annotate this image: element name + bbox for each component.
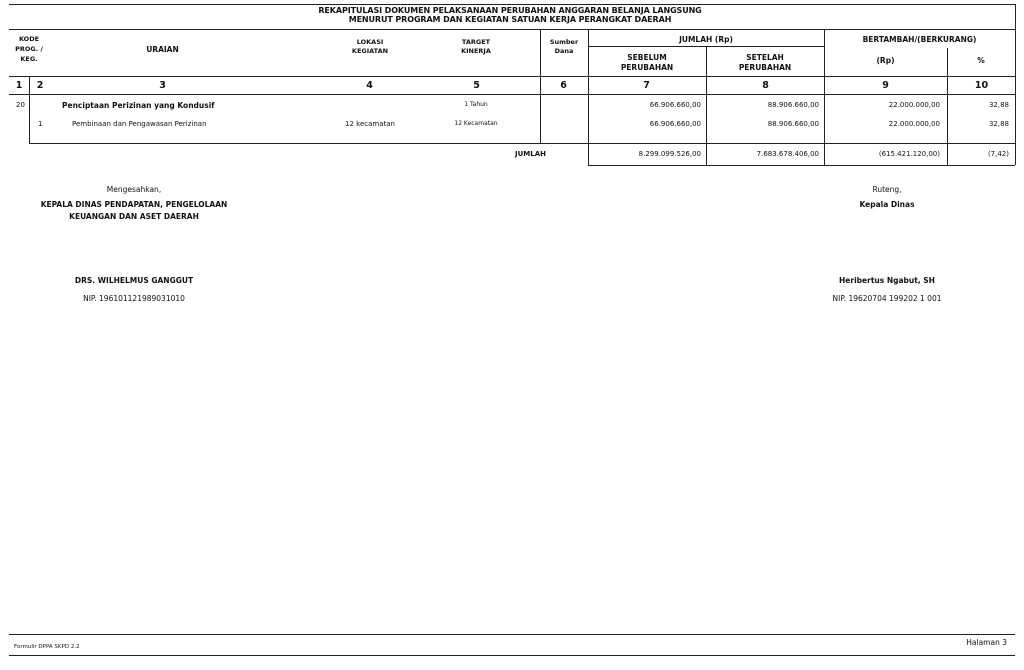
report-title-line1: REKAPITULASI DOKUMEN PELAKSANAAN PERUBAHAN ANGGARAN BELANJA LANGSUNG [318, 6, 702, 15]
header-sumber: Sumber Dana [549, 38, 579, 55]
header-lokasi: LOKASI KEGIATAN [351, 38, 389, 55]
header-pct: % [977, 56, 985, 65]
colnum-7: 7 [643, 80, 650, 91]
total-bottom-line [588, 165, 1015, 166]
row2-lokasi: 12 kecamatan [345, 120, 395, 128]
row2-persen: 32,88 [988, 120, 1009, 128]
row1-selisih: 22.000.000,00 [888, 101, 940, 109]
footer-bottom-line [9, 655, 1015, 656]
sig-left-title-line2: KEUANGAN DAN ASET DAERAH [69, 212, 199, 221]
header-jumlah: JUMLAH (Rp) [679, 35, 733, 44]
colnum-9: 9 [882, 80, 889, 91]
sig-left-name: DRS. WILHELMUS GANGGUT [74, 276, 194, 285]
total-setelah: 7.683.678.406,00 [756, 150, 819, 158]
total-persen: (7,42) [987, 150, 1009, 158]
sig-left-caption: Mengesahkan, [106, 185, 162, 194]
total-selisih: (615.421.120,00) [878, 150, 940, 158]
report-title-line2: MENURUT PROGRAM DAN KEGIATAN SATUAN KERJA PERANGKAT DAERAH [348, 15, 672, 24]
header-sebelum: SEBELUM PERUBAHAN [620, 53, 674, 72]
top-border [9, 4, 1015, 5]
col-divider-jumlah-bertambah [824, 29, 825, 166]
table-row-kegiatan [0, 120, 1024, 130]
sig-right-name: Heribertus Ngabut, SH [839, 276, 935, 285]
sig-right-nip: NIP. 19620704 199202 1 001 [832, 294, 942, 303]
colnum-bottom-line [9, 94, 1015, 95]
row1-target: 1 Tahun [464, 101, 488, 108]
header-bottom-line [9, 76, 1015, 77]
header-kode: KODE PROG. / KEG. [15, 35, 43, 63]
colnum-5: 5 [473, 80, 480, 91]
footer-top-line [9, 634, 1015, 635]
sig-right-caption: Ruteng, [872, 185, 902, 194]
header-rp: (Rp) [876, 56, 895, 65]
sig-left-nip: NIP. 196101121989031010 [83, 294, 185, 303]
header-bertambah: BERTAMBAH/(BERKURANG) [862, 35, 977, 44]
right-border [1015, 4, 1016, 165]
colnum-8: 8 [762, 80, 769, 91]
row2-selisih: 22.000.000,00 [888, 120, 940, 128]
header-target: TARGET KINERJA [461, 38, 491, 55]
row1-kode: 20 [16, 101, 25, 109]
colnum-1: 1 [15, 80, 23, 91]
row1-uraian: Penciptaan Perizinan yang Kondusif [62, 101, 215, 110]
table-top-line [9, 29, 1015, 30]
colnum-6: 6 [560, 80, 567, 91]
table-row-program [0, 101, 1024, 111]
row2-uraian: Pembinaan dan Pengawasan Perizinan [72, 120, 207, 128]
row2-setelah: 88.906.660,00 [767, 120, 819, 128]
col-divider-sumber-right [588, 29, 589, 166]
row1-setelah: 88.906.660,00 [767, 101, 819, 109]
sig-right-title: Kepala Dinas [859, 200, 915, 209]
colnum-2: 2 [36, 80, 44, 91]
colnum-4: 4 [366, 80, 373, 91]
colnum-3: 3 [159, 80, 166, 91]
footer-form: Formulir DPPA SKPD 2.2 [14, 644, 80, 650]
sig-left-title-line1: KEPALA DINAS PENDAPATAN, PENGELOLAAN [40, 200, 228, 209]
rows-bottom-line [30, 143, 1015, 144]
row2-sebelum: 66.906.660,00 [649, 120, 701, 128]
footer-page: Halaman 3 [966, 638, 1007, 647]
row2-target: 12 Kecamatan [454, 120, 498, 127]
total-sebelum: 8.299.099.526,00 [638, 150, 701, 158]
table-row-total [0, 150, 1024, 160]
row2-kode: 1 [38, 120, 43, 128]
header-setelah: SETELAH PERUBAHAN [738, 53, 792, 72]
colnum-10: 10 [974, 80, 989, 91]
row1-persen: 32,88 [988, 101, 1009, 109]
total-label: JUMLAH [515, 150, 546, 158]
row1-sebelum: 66.906.660,00 [649, 101, 701, 109]
header-uraian: URAIAN [146, 45, 179, 54]
